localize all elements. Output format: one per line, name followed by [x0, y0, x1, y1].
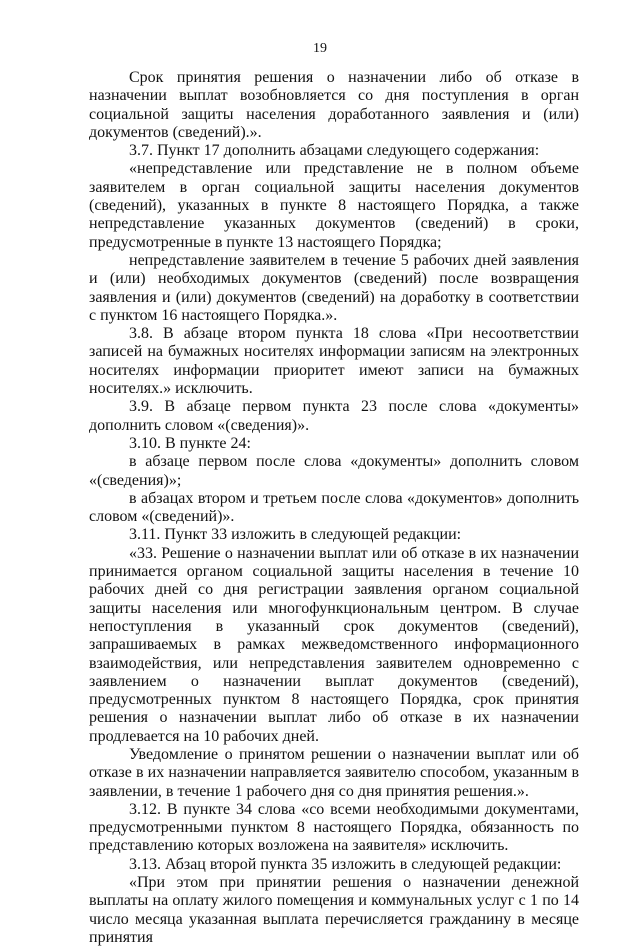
paragraph: 3.11. Пункт 33 изложить в следующей редакции:: [129, 526, 462, 544]
paragraph: Уведомление о принятом решении о назначении выплат или об отказе в их назначении направляется заявителю способом, указанным в заявлении, в течение 1 рабочего дня со дня принятия решения.».: [89, 745, 579, 800]
paragraph: «При этом при принятии решения о назначении денежной выплаты на оплату жилого помещения и коммунальных услуг с 1 по 14 число месяца указанная выплата перечисляется гражданину в месяце принятия: [89, 874, 579, 946]
paragraph: 3.9. В абзаце первом пункта 23 после слова «документы» дополнить словом «(сведения)».: [89, 398, 579, 434]
paragraph: 3.7. Пункт 17 дополнить абзацами следующего содержания:: [129, 142, 540, 160]
paragraph: в абзацах втором и третьем после слова «документов» дополнить словом «(сведений)».: [89, 489, 579, 526]
paragraph: в абзаце первом после слова «документы» дополнить словом «(сведения)»;: [89, 453, 579, 489]
paragraph: «33. Решение о назначении выплат или об отказе в их назначении принимается органом социальной защиты населения в течение 10 рабочих дней со дня регистрации заявления органом социальной защиты населения или многофункциональным центром. В случае непоступления в указанный срок документов (сведений), запрашиваемых в рамках межведомственного информационного взаимодействия, или непредставления заявителем одновременно с заявлением о назначении выплат документов (сведений), предусмотренных пунктом 8 настоящего Порядка, срок принятия решения о назначении выплат либо об отказе в их назначении продлевается на 10 рабочих дней.: [89, 544, 579, 745]
paragraph: 3.8. В абзаце втором пункта 18 слова «При несоответствии записей на бумажных носителях информации записям на электронных носителях информации приоритет имеют записи на бумажных носителях.» исключить.: [89, 325, 579, 398]
paragraph: 3.12. В пункте 34 слова «со всеми необходимыми документами, предусмотренными пунктом 8 настоящего Порядка, обязанность по представлению которых возложена на заявителя» исключить.: [89, 800, 579, 855]
paragraph: 3.10. В пункте 24:: [129, 434, 251, 452]
paragraph: «непредставление или представление не в полном объеме заявителем в орган социальной защиты населения документов (сведений), указанных в пункте 8 настоящего Порядка, а также непредставление указанных документов (сведений) в сроки, предусмотренные в пункте 13 настоящего Порядка;: [89, 160, 579, 251]
page-number: 19: [313, 41, 327, 56]
document-body: [89, 69, 579, 947]
paragraph: 3.13. Абзац второй пункта 35 изложить в следующей редакции:: [129, 855, 562, 873]
paragraph: непредставление заявителем в течение 5 рабочих дней заявления и (или) необходимых документов (сведений) после возвращения заявления и (или) документов (сведений) на доработку в соответствии с пунктом 16 настоящего Порядка.».: [89, 251, 579, 324]
paragraph: Срок принятия решения о назначении либо об отказе в назначении выплат возобновляется со дня поступления в орган социальной защиты населения доработанного заявления и (или) документов (сведений).».: [89, 69, 579, 141]
